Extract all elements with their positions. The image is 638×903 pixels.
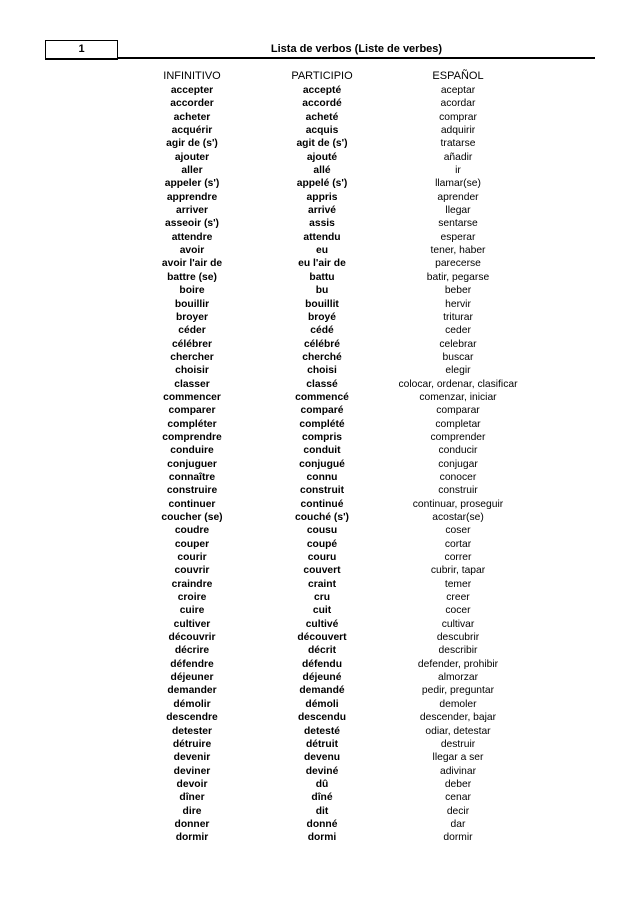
infinitive-cell: coucher (se) bbox=[161, 512, 223, 523]
infinitive-cell: accorder bbox=[170, 98, 214, 110]
infinitive-cell: demander bbox=[167, 685, 217, 697]
table-row bbox=[0, 378, 638, 391]
spanish-cell: pedir, preguntar bbox=[421, 685, 495, 697]
infinitive-cell: broyer bbox=[175, 311, 209, 323]
participle-cell: cherché bbox=[302, 351, 342, 363]
column-header-spanish: ESPAÑOL bbox=[432, 70, 484, 82]
participle-cell: célébré bbox=[303, 338, 341, 350]
infinitive-cell: construire bbox=[166, 485, 218, 497]
participle-cell: devenu bbox=[303, 752, 341, 764]
table-row bbox=[0, 351, 638, 364]
table-row bbox=[0, 564, 638, 577]
participle-cell: dû bbox=[315, 778, 329, 790]
spanish-cell: descender, bajar bbox=[419, 712, 497, 724]
participle-cell: bouillit bbox=[305, 298, 339, 310]
spanish-cell: completar bbox=[435, 418, 481, 430]
participle-cell: assis bbox=[309, 218, 335, 230]
infinitive-cell: choisir bbox=[175, 365, 209, 377]
column-header-participle: PARTICIPIO bbox=[291, 70, 353, 82]
infinitive-cell: arriver bbox=[175, 205, 209, 217]
spanish-cell: odiar, detestar bbox=[425, 725, 491, 737]
table-row bbox=[0, 311, 638, 324]
participle-cell: allé bbox=[313, 165, 331, 177]
participle-cell: cuit bbox=[312, 605, 332, 617]
table-row bbox=[0, 604, 638, 617]
infinitive-cell: démolir bbox=[173, 698, 211, 710]
participle-cell: descendu bbox=[297, 712, 347, 724]
table-row bbox=[0, 831, 638, 844]
table-row bbox=[0, 151, 638, 164]
column-header-infinitive: INFINITIVO bbox=[163, 70, 221, 82]
spanish-cell: adivinar bbox=[439, 765, 477, 777]
infinitive-cell: boire bbox=[179, 285, 205, 297]
table-row bbox=[0, 298, 638, 311]
spanish-cell: llegar bbox=[445, 205, 471, 217]
spanish-cell: creer bbox=[446, 592, 470, 604]
infinitive-cell: défendre bbox=[170, 658, 214, 670]
spanish-cell: describir bbox=[438, 645, 478, 657]
table-row bbox=[0, 805, 638, 818]
table-row bbox=[0, 338, 638, 351]
participle-cell: dîné bbox=[311, 792, 333, 804]
table-row bbox=[0, 271, 638, 284]
spanish-cell: dormir bbox=[443, 832, 473, 844]
spanish-cell: ceder bbox=[445, 325, 471, 337]
spanish-cell: continuar, proseguir bbox=[412, 498, 504, 510]
infinitive-cell: courir bbox=[177, 552, 207, 564]
spanish-cell: beber bbox=[444, 285, 472, 297]
table-row bbox=[0, 671, 638, 684]
table-row bbox=[0, 177, 638, 190]
table-row bbox=[0, 471, 638, 484]
table-row bbox=[0, 751, 638, 764]
spanish-cell: celebrar bbox=[439, 338, 477, 350]
page-header bbox=[45, 40, 595, 59]
participle-cell: continué bbox=[300, 498, 344, 510]
spanish-cell: esperar bbox=[440, 231, 476, 243]
participle-cell: décrit bbox=[307, 645, 337, 657]
spanish-cell: sentarse bbox=[438, 218, 478, 230]
table-row bbox=[0, 738, 638, 751]
infinitive-cell: cuire bbox=[179, 605, 205, 617]
table-row bbox=[0, 284, 638, 297]
participle-cell: couché (s') bbox=[295, 512, 349, 523]
participle-cell: dit bbox=[315, 805, 329, 817]
infinitive-cell: apprendre bbox=[166, 191, 218, 203]
table-row bbox=[0, 431, 638, 444]
table-row bbox=[0, 231, 638, 244]
spanish-cell: construir bbox=[438, 485, 478, 497]
infinitive-cell: devoir bbox=[176, 778, 208, 790]
table-row bbox=[0, 484, 638, 497]
participle-cell: défendu bbox=[301, 658, 343, 670]
table-row bbox=[0, 711, 638, 724]
table-row bbox=[0, 204, 638, 217]
table-row bbox=[0, 591, 638, 604]
spanish-cell: aprender bbox=[437, 191, 479, 203]
participle-cell: broyé bbox=[307, 311, 337, 323]
table-row bbox=[0, 684, 638, 697]
infinitive-cell: dîner bbox=[179, 792, 205, 804]
infinitive-cell: dire bbox=[182, 805, 202, 817]
infinitive-cell: donner bbox=[174, 818, 210, 830]
spanish-cell: parecerse bbox=[435, 258, 481, 270]
spanish-cell: defender, prohibir bbox=[417, 658, 499, 670]
infinitive-cell: detester bbox=[171, 725, 213, 737]
spanish-cell: triturar bbox=[443, 311, 473, 323]
spanish-cell: hervir bbox=[445, 298, 471, 310]
participle-cell: connu bbox=[306, 471, 338, 483]
participle-cell: construit bbox=[299, 485, 345, 497]
infinitive-cell: conduire bbox=[170, 445, 214, 457]
table-row bbox=[0, 538, 638, 551]
participle-cell: classé bbox=[306, 378, 338, 390]
spanish-cell: tener, haber bbox=[430, 245, 486, 257]
infinitive-cell: commencer bbox=[163, 391, 221, 403]
spanish-cell: conjugar bbox=[438, 458, 478, 470]
spanish-cell: cultivar bbox=[441, 618, 475, 630]
infinitive-cell: céder bbox=[178, 325, 206, 337]
participle-cell: découvert bbox=[297, 632, 347, 644]
infinitive-cell: avoir l'air de bbox=[161, 258, 223, 270]
infinitive-cell: chercher bbox=[170, 351, 214, 363]
spanish-cell: cubrir, tapar bbox=[430, 565, 486, 577]
spanish-cell: cocer bbox=[445, 605, 471, 617]
participle-cell: acquis bbox=[305, 125, 339, 137]
infinitive-cell: ajouter bbox=[174, 151, 210, 163]
infinitive-cell: deviner bbox=[173, 765, 211, 777]
infinitive-cell: acquérir bbox=[171, 125, 213, 137]
header-rule bbox=[117, 57, 595, 59]
infinitive-cell: croire bbox=[177, 592, 207, 604]
infinitive-cell: battre (se) bbox=[167, 271, 217, 283]
spanish-cell: comenzar, iniciar bbox=[419, 391, 497, 403]
spanish-cell: cenar bbox=[445, 792, 471, 804]
spanish-cell: decir bbox=[446, 805, 470, 817]
table-row bbox=[0, 725, 638, 738]
participle-cell: commencé bbox=[295, 391, 349, 403]
infinitive-cell: agir de (s') bbox=[166, 138, 218, 150]
participle-cell: accepté bbox=[302, 85, 342, 96]
participle-cell: cousu bbox=[306, 525, 338, 537]
infinitive-cell: bouillir bbox=[174, 298, 210, 310]
participle-cell: accordé bbox=[302, 98, 342, 110]
spanish-cell: batir, pegarse bbox=[426, 271, 490, 283]
page-number-box: 1 bbox=[45, 40, 118, 60]
participle-cell: conjugué bbox=[299, 458, 345, 470]
spanish-cell: adquirir bbox=[440, 125, 476, 137]
spanish-cell: coser bbox=[445, 525, 471, 537]
spanish-cell: acordar bbox=[440, 98, 476, 110]
spanish-cell: colocar, ordenar, clasificar bbox=[398, 378, 518, 390]
infinitive-cell: acheter bbox=[173, 111, 211, 123]
spanish-cell: comprender bbox=[430, 431, 486, 443]
spanish-cell: ir bbox=[455, 165, 461, 177]
table-row bbox=[0, 791, 638, 804]
table-row bbox=[0, 444, 638, 457]
spanish-cell: correr bbox=[444, 552, 472, 564]
infinitive-cell: comparer bbox=[168, 405, 216, 417]
participle-cell: donné bbox=[306, 818, 338, 830]
infinitive-cell: cultiver bbox=[173, 618, 211, 630]
participle-cell: coupé bbox=[306, 538, 338, 550]
participle-cell: cru bbox=[313, 592, 331, 604]
table-row bbox=[0, 404, 638, 417]
infinitive-cell: continuer bbox=[168, 498, 216, 510]
participle-cell: couvert bbox=[303, 565, 341, 577]
spanish-cell: añadir bbox=[443, 151, 473, 163]
infinitive-cell: devenir bbox=[173, 752, 211, 764]
participle-cell: craint bbox=[307, 578, 337, 590]
table-row bbox=[0, 765, 638, 778]
table-row bbox=[0, 511, 638, 524]
spanish-cell: descubrir bbox=[436, 632, 480, 644]
spanish-cell: buscar bbox=[442, 351, 474, 363]
table-row bbox=[0, 391, 638, 404]
spanish-cell: tratarse bbox=[440, 138, 476, 150]
table-row bbox=[0, 244, 638, 257]
table-row bbox=[0, 818, 638, 831]
table-row bbox=[0, 498, 638, 511]
infinitive-cell: aller bbox=[181, 165, 203, 177]
table-row bbox=[0, 257, 638, 270]
participle-cell: déjeuné bbox=[302, 672, 342, 684]
table-row bbox=[0, 364, 638, 377]
infinitive-cell: dormir bbox=[175, 832, 209, 844]
participle-cell: démoli bbox=[305, 698, 339, 710]
table-row bbox=[0, 618, 638, 631]
table-row bbox=[0, 191, 638, 204]
spanish-cell: aceptar bbox=[440, 85, 476, 96]
table-row bbox=[0, 324, 638, 337]
participle-cell: acheté bbox=[305, 111, 339, 123]
participle-cell: conduit bbox=[303, 445, 341, 457]
participle-cell: appelé (s') bbox=[296, 178, 348, 190]
page-title: Lista de verbos (Liste de verbes) bbox=[270, 43, 443, 55]
spanish-cell: conocer bbox=[439, 471, 477, 483]
infinitive-cell: couper bbox=[174, 538, 210, 550]
infinitive-cell: décrire bbox=[174, 645, 210, 657]
spanish-cell: comparar bbox=[436, 405, 480, 417]
spanish-cell: almorzar bbox=[437, 672, 479, 684]
table-row bbox=[0, 578, 638, 591]
participle-cell: battu bbox=[309, 271, 335, 283]
infinitive-cell: comprendre bbox=[162, 431, 222, 443]
verb-table bbox=[0, 84, 638, 845]
table-row bbox=[0, 137, 638, 150]
table-row bbox=[0, 551, 638, 564]
table-row bbox=[0, 658, 638, 671]
participle-cell: dormi bbox=[307, 832, 337, 844]
table-row bbox=[0, 164, 638, 177]
infinitive-cell: découvrir bbox=[168, 632, 216, 644]
infinitive-cell: connaître bbox=[168, 471, 216, 483]
infinitive-cell: détruire bbox=[172, 738, 212, 750]
participle-cell: cédé bbox=[310, 325, 334, 337]
infinitive-cell: descendre bbox=[166, 712, 218, 724]
table-row bbox=[0, 111, 638, 124]
infinitive-cell: couvrir bbox=[174, 565, 210, 577]
spanish-cell: acostar(se) bbox=[432, 512, 484, 523]
infinitive-cell: asseoir (s') bbox=[165, 218, 219, 230]
participle-cell: demandé bbox=[299, 685, 345, 697]
participle-cell: agit de (s') bbox=[296, 138, 348, 150]
infinitive-cell: avoir bbox=[179, 245, 205, 257]
table-row bbox=[0, 698, 638, 711]
spanish-cell: llegar a ser bbox=[432, 752, 484, 764]
infinitive-cell: conjuguer bbox=[167, 458, 217, 470]
spanish-cell: demoler bbox=[439, 698, 477, 710]
participle-cell: complété bbox=[299, 418, 345, 430]
infinitive-cell: compléter bbox=[167, 418, 217, 430]
table-row bbox=[0, 631, 638, 644]
participle-cell: comparé bbox=[300, 405, 344, 417]
participle-cell: choisi bbox=[307, 365, 337, 377]
table-row bbox=[0, 97, 638, 110]
spanish-cell: destruir bbox=[440, 738, 476, 750]
spanish-cell: cortar bbox=[444, 538, 472, 550]
participle-cell: eu bbox=[315, 245, 329, 257]
infinitive-cell: accepter bbox=[170, 85, 214, 96]
infinitive-cell: coudre bbox=[174, 525, 210, 537]
participle-cell: ajouté bbox=[306, 151, 338, 163]
infinitive-cell: attendre bbox=[171, 231, 213, 243]
infinitive-cell: déjeuner bbox=[170, 672, 214, 684]
participle-cell: attendu bbox=[303, 231, 341, 243]
table-row bbox=[0, 644, 638, 657]
participle-cell: compris bbox=[301, 431, 343, 443]
table-row bbox=[0, 458, 638, 471]
table-row bbox=[0, 418, 638, 431]
infinitive-cell: célébrer bbox=[171, 338, 213, 350]
participle-cell: deviné bbox=[305, 765, 339, 777]
spanish-cell: temer bbox=[444, 578, 472, 590]
participle-cell: arrivé bbox=[307, 205, 337, 217]
spanish-cell: deber bbox=[444, 778, 472, 790]
table-row bbox=[0, 524, 638, 537]
table-row bbox=[0, 84, 638, 97]
spanish-cell: elegir bbox=[445, 365, 471, 377]
spanish-cell: conducir bbox=[438, 445, 478, 457]
participle-cell: bu bbox=[315, 285, 329, 297]
spanish-cell: comprar bbox=[439, 111, 477, 123]
infinitive-cell: classer bbox=[174, 378, 210, 390]
spanish-cell: llamar(se) bbox=[435, 178, 481, 190]
participle-cell: cultivé bbox=[305, 618, 339, 630]
table-row bbox=[0, 124, 638, 137]
infinitive-cell: appeler (s') bbox=[164, 178, 220, 190]
table-row bbox=[0, 217, 638, 230]
participle-cell: détruit bbox=[305, 738, 339, 750]
participle-cell: eu l'air de bbox=[298, 258, 346, 270]
participle-cell: couru bbox=[307, 552, 337, 564]
participle-cell: appris bbox=[306, 191, 338, 203]
infinitive-cell: craindre bbox=[171, 578, 213, 590]
table-row bbox=[0, 778, 638, 791]
spanish-cell: dar bbox=[450, 818, 466, 830]
participle-cell: detesté bbox=[303, 725, 341, 737]
